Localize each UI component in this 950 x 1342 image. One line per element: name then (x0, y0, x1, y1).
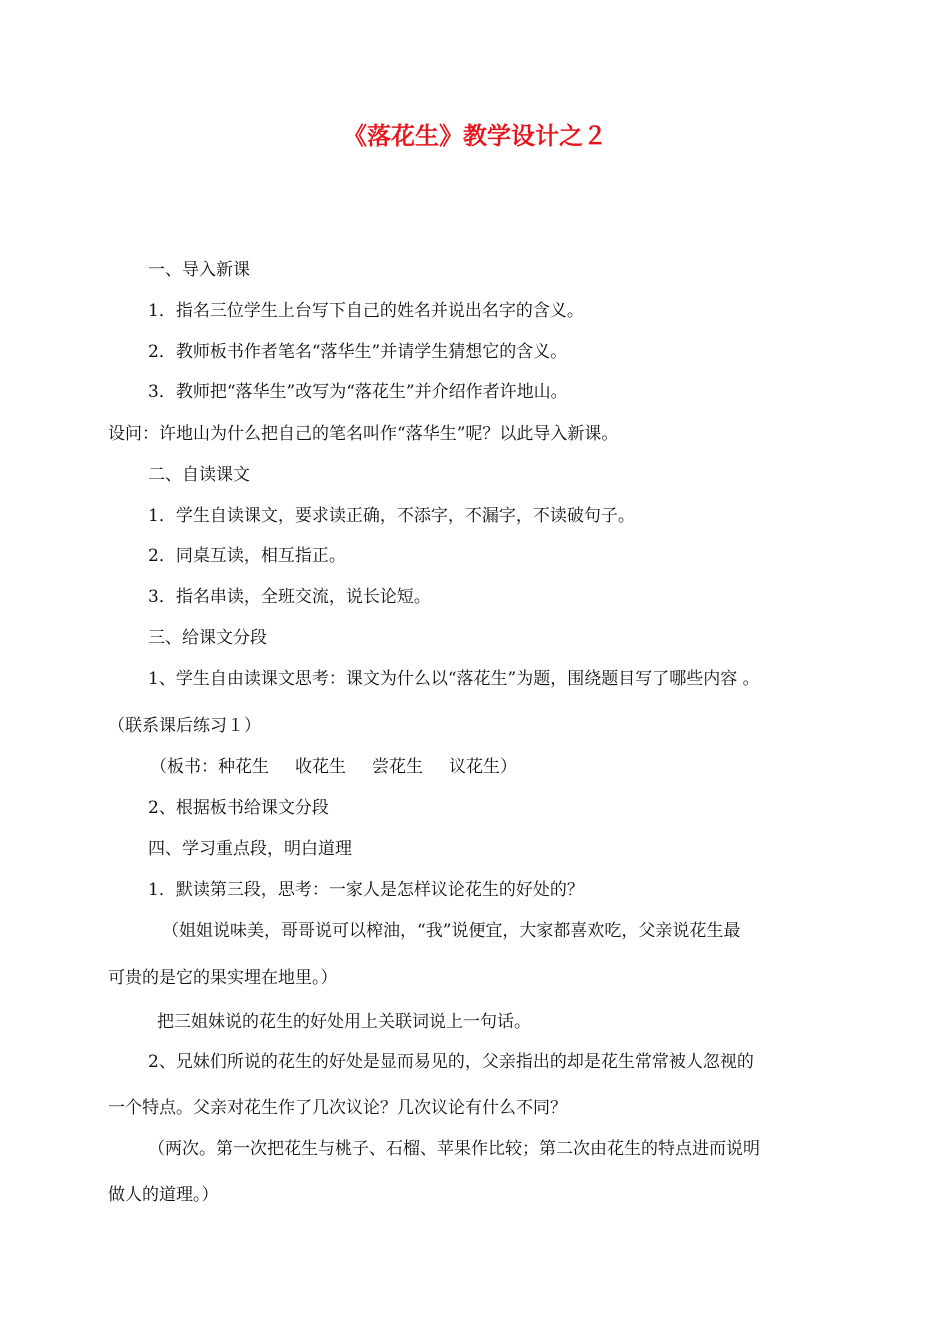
paragraph-continuation: 做人的道理。） (108, 1185, 219, 1205)
board-item: 尝花生 (372, 757, 423, 777)
board-item: 收花生 (295, 757, 346, 777)
paragraph-continuation: 一个特点。父亲对花生作了几次议论？几次议论有什么不同？ (108, 1098, 567, 1118)
list-item: 3．指名串读，全班交流，说长论短。 (148, 587, 431, 607)
list-item: 3．教师把“落华生”改写为“落花生”并介绍作者许地山。 (148, 382, 568, 402)
document-title: 《落花生》教学设计之２ (343, 121, 607, 150)
list-item: 1．默读第三段，思考：一家人是怎样议论花生的好处的？ (148, 880, 584, 900)
answer-paragraph: （两次。第一次把花生与桃子、石榴、苹果作比较；第二次由花生的特点进而说明 (148, 1139, 760, 1159)
paragraph: 把三姐妹说的花生的好处用上关联词说上一句话。 (157, 1012, 531, 1032)
question-line: 设问：许地山为什么把自己的笔名叫作“落华生”呢？以此导入新课。 (108, 424, 619, 444)
section-heading-1: 一、导入新课 (148, 260, 250, 280)
list-item: 1．学生自读课文，要求读正确，不添字，不漏字，不读破句子。 (148, 506, 635, 526)
board-item: 议花生） (449, 757, 517, 777)
list-item: 2、根据板书给课文分段 (148, 798, 329, 818)
board-prefix: （板书：种花生 (150, 757, 269, 777)
section-heading-3: 三、给课文分段 (148, 628, 267, 648)
answer-paragraph: （姐姐说味美，哥哥说可以榨油，“我”说便宜，大家都喜欢吃，父亲说花生最 (162, 921, 741, 941)
section-heading-2: 二、自读课文 (148, 465, 250, 485)
paragraph-continuation: 可贵的是它的果实埋在地里。） (108, 968, 338, 988)
list-item: 2．教师板书作者笔名“落华生”并请学生猜想它的含义。 (148, 342, 568, 362)
section-heading-4: 四、学习重点段，明白道理 (148, 839, 352, 859)
list-item: 2、兄妹们所说的花生的好处是显而易见的，父亲指出的却是花生常常被人忽视的 (148, 1052, 754, 1072)
list-item: 1、学生自由读课文思考：课文为什么以“落花生”为题，围绕题目写了哪些内容 。 (148, 669, 760, 689)
list-item: 1．指名三位学生上台写下自己的姓名并说出名字的含义。 (148, 301, 584, 321)
paragraph-continuation: （联系课后练习１） (108, 716, 261, 736)
board-notes (150, 756, 517, 778)
list-item: 2．同桌互读，相互指正。 (148, 546, 346, 566)
